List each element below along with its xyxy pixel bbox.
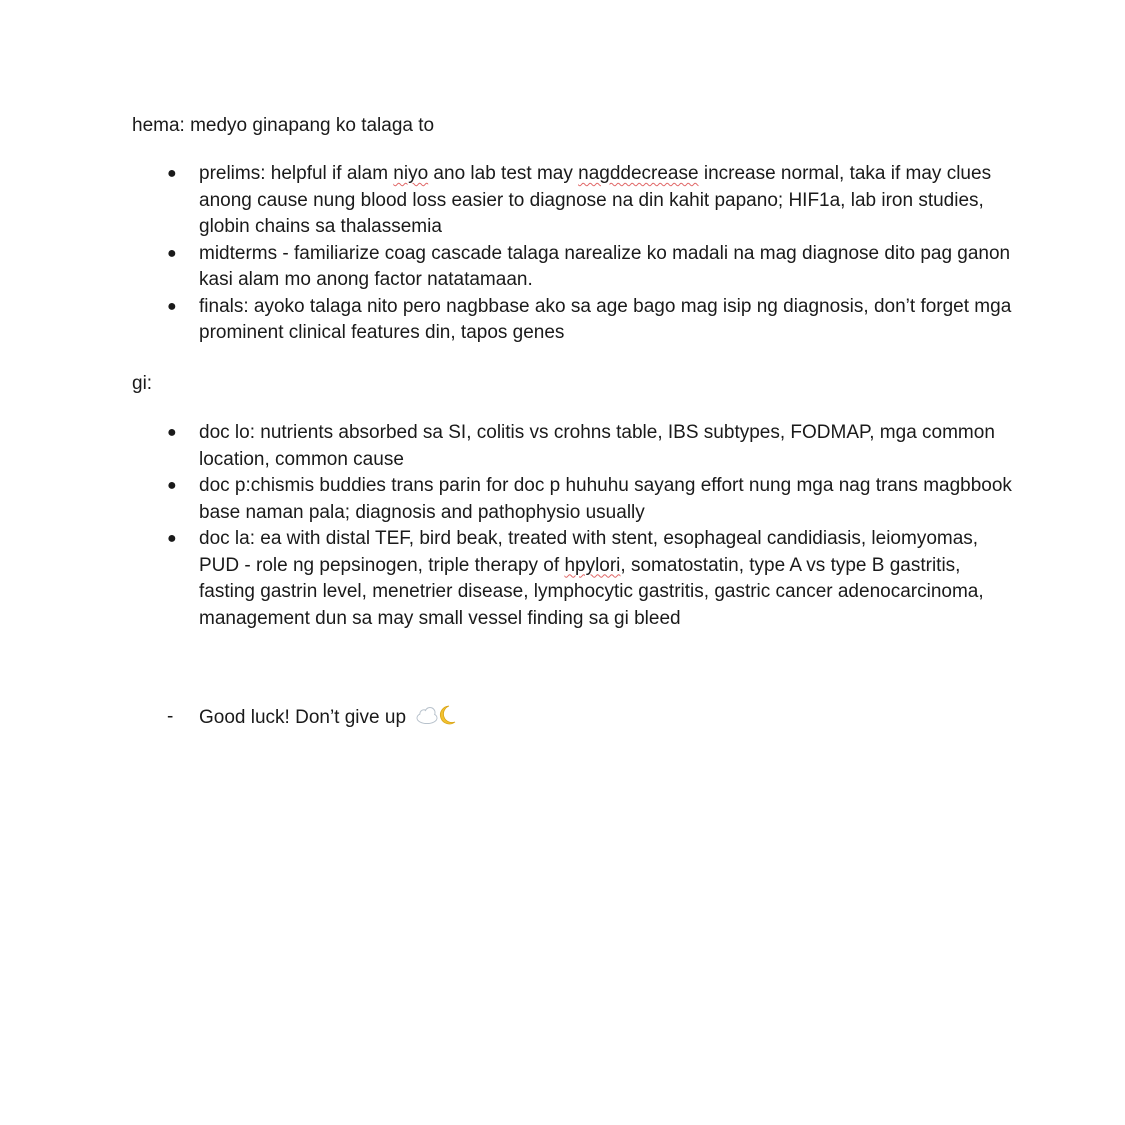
bullet-icon: ● xyxy=(167,297,177,315)
closing-text: Good luck! Don’t give up xyxy=(199,707,407,728)
bullet-icon: ● xyxy=(167,477,177,494)
closing-list xyxy=(132,704,1012,735)
list-item: ● midterms - familiarize coag cascade talaga narealize ko madali na mag diagnose dito pag ganon kasi alam mo anong factor natatamaan. xyxy=(167,242,1011,290)
misspelled-word[interactable]: hpylori xyxy=(564,554,621,576)
list-item: ● doc lo: nutrients absorbed sa SI, colitis vs crohns table, IBS subtypes, FODMAP, mga common location, common cause xyxy=(167,422,995,470)
hema-list xyxy=(132,161,1012,347)
list-item: ● doc p:chismis buddies trans parin for doc p huhuhu sayang effort nung mga nag trans magbbook base naman pala; diagnosis and pathophysio usually xyxy=(167,475,1012,523)
cloud-icon xyxy=(417,708,437,724)
cloud-moon-icon xyxy=(415,704,459,735)
hema-heading: hema: medyo ginapang ko talaga to xyxy=(132,115,435,136)
gi-list xyxy=(132,420,1012,632)
moon-icon xyxy=(441,706,456,724)
gi-heading: gi: xyxy=(132,373,153,394)
bullet-icon: ● xyxy=(167,424,177,441)
list-item: ● prelims: helpful if alam niyo ano lab test may nagddecrease increase normal, taka if may clues anong cause nung blood loss easier to diagnose na din kahit papano; HIF1a, lab iron studies, globin chains sa thalassemia xyxy=(167,163,992,237)
bullet-icon: ● xyxy=(167,244,177,262)
list-item: ● finals: ayoko talaga nito pero nagbbase ako sa age bago mag isip ng diagnosis, don’t forget mga prominent clinical features din, tapos genes xyxy=(167,295,1012,343)
misspelled-word[interactable]: niyo xyxy=(393,163,429,184)
list-item xyxy=(132,704,1012,735)
bullet-icon: ● xyxy=(167,530,177,547)
dash-marker: - xyxy=(167,706,174,727)
list-item: ● doc la: ea with distal TEF, bird beak, treated with stent, esophageal candidiasis, leiomyomas, PUD - role ng pepsinogen, triple therapy of hpylori, somatostatin, type A vs type B gastritis, fasting gastrin level, menetrier disease, lymphocytic gastritis, gastric cancer adenocarcinoma, management dun sa may small vessel finding sa gi bleed xyxy=(167,528,984,629)
misspelled-word[interactable]: nagddecrease xyxy=(578,163,699,184)
bullet-icon: ● xyxy=(167,165,177,182)
